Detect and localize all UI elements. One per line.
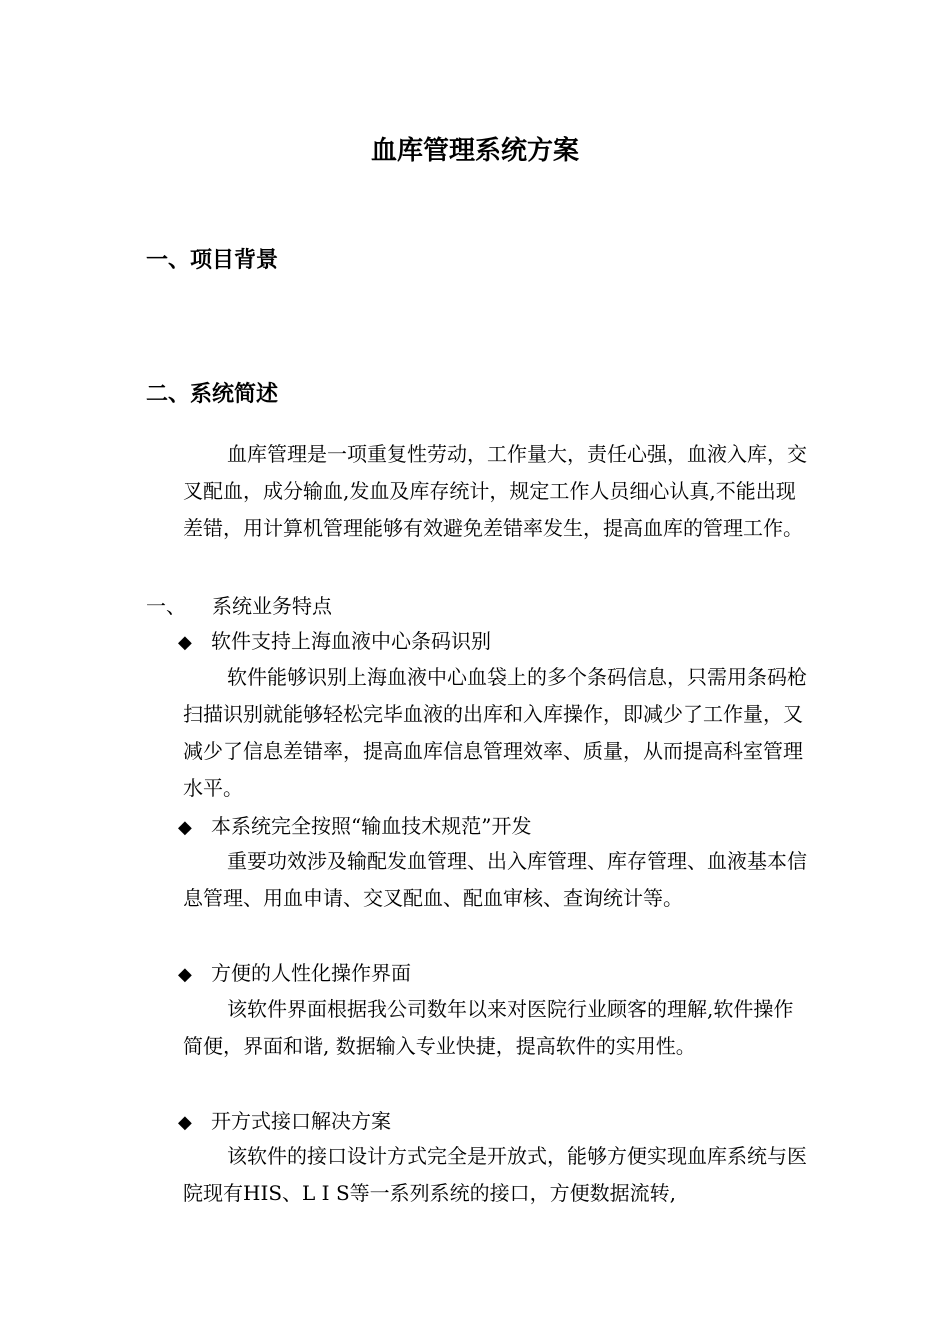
diamond-bullet-icon: ◆ [178,817,192,838]
feature-body: 软件能够识别上海血液中心血袋上的多个条码信息，只需用条码枪扫描识别就能够轻松完毕血液的出库和入库操作，即减少了工作量，又减少了信息差错率，提高血库信息管理效率、质量，从而提高科室管理水平。 [183,665,807,800]
subsection-number: 一、 [146,594,186,618]
feature-body: 该软件的接口设计方式完全是开放式，能够方便实现血库系统与医院现有HIS、L I S等一系列系统的接口，方便数据流转, [183,1144,807,1205]
intro-paragraph: 血库管理是一项重复性劳动，工作量大，责任心强，血液入库，交叉配血，成分输血,发血及库存统计，规定工作人员细心认真,不能出现差错，用计算机管理能够有效避免差错率发生，提高血库的管理工作。 [183,442,807,540]
diamond-bullet-icon: ◆ [178,632,192,653]
diamond-bullet-icon: ◆ [178,1112,192,1133]
section-heading-system-overview: 二、系统简述 [146,382,279,407]
document-title: 血库管理系统方案 [370,136,579,166]
feature-heading-text: 软件支持上海血液中心条码识别 [211,629,491,653]
feature-heading [178,957,411,986]
feature-heading [178,1105,391,1134]
feature-heading-text: 方便的人性化操作界面 [211,961,411,985]
feature-body: 重要功效涉及输配发血管理、出入库管理、库存管理、血液基本信息管理、用血申请、交叉配血、配血审核、查询统计等。 [183,849,807,910]
feature-body: 该软件界面根据我公司数年以来对医院行业顾客的理解,软件操作简便，界面和谐, 数据输入专业快捷，提高软件的实用性。 [183,997,794,1058]
feature-heading [178,625,491,654]
feature-heading [178,810,531,839]
section-heading-project-background: 一、项目背景 [146,248,279,273]
subsection-title: 系统业务特点 [212,594,332,618]
feature-heading-text: 开方式接口解决方案 [211,1109,391,1133]
diamond-bullet-icon: ◆ [178,964,192,985]
feature-heading-text: 本系统完全按照“输血技术规范”开发 [211,814,532,838]
subsection-heading-features [146,590,332,619]
